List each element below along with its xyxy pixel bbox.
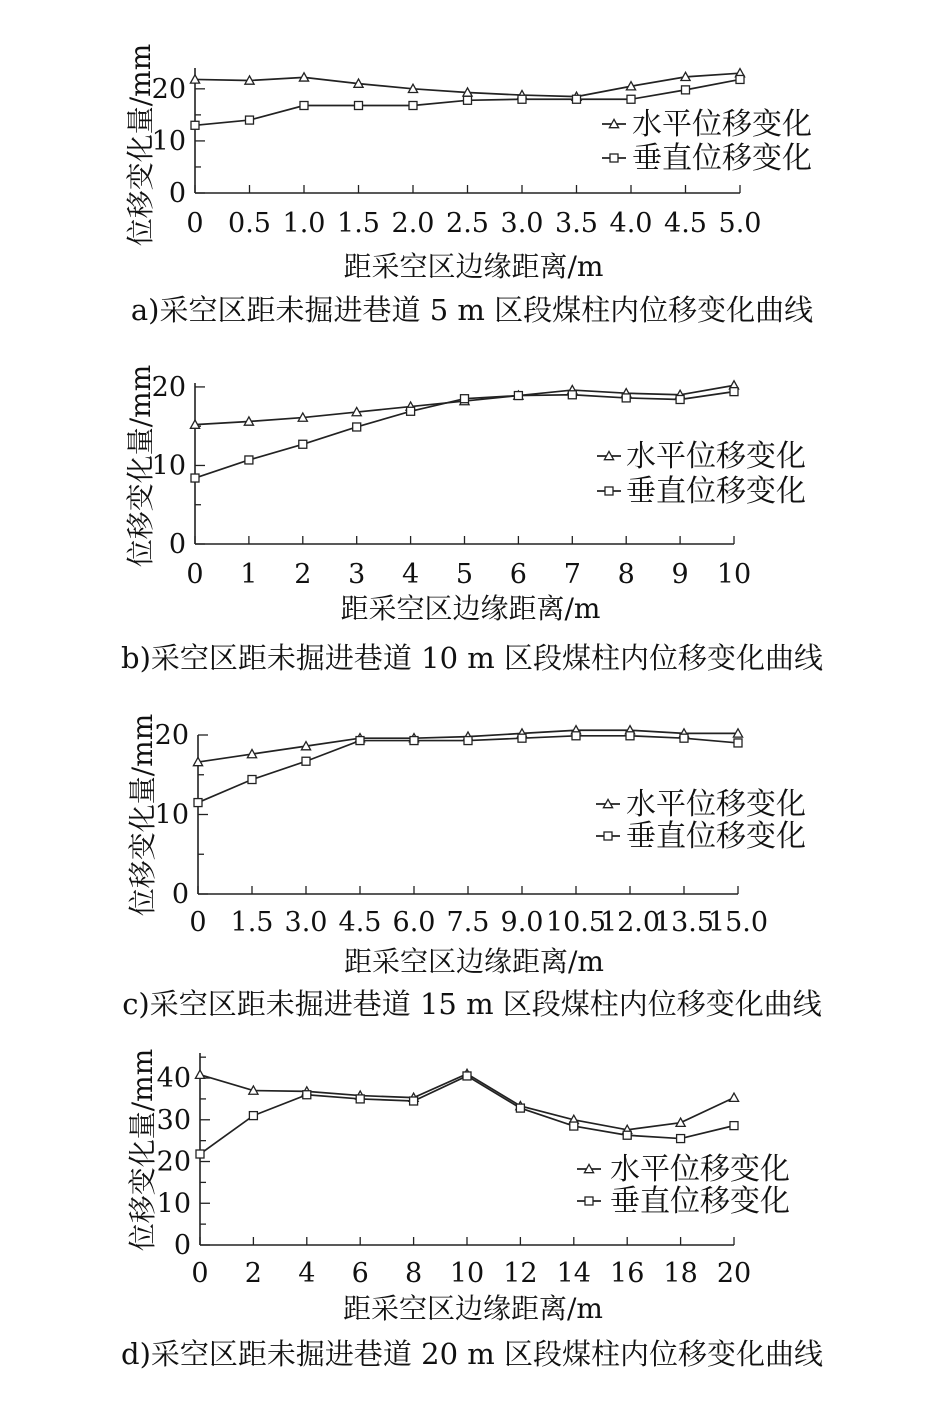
x-tick-label: 3.0 [500, 208, 544, 239]
x-tick-label: 18 [663, 1258, 698, 1289]
vertical-data-point [514, 392, 522, 400]
x-tick-label: 2 [294, 559, 312, 590]
x-tick-label: 3 [348, 559, 366, 590]
legend-label: 垂直位移变化 [610, 1184, 790, 1219]
y-tick-label: 0 [171, 879, 189, 910]
vertical-data-point [249, 1112, 257, 1120]
chart-panel-d [121, 1049, 823, 1371]
y-tick-label: 10 [151, 450, 186, 482]
vertical-data-point [572, 732, 580, 740]
vertical-data-point [622, 394, 630, 402]
x-tick-label: 2.0 [391, 208, 435, 239]
vertical-data-point [246, 116, 254, 124]
vertical-data-point [570, 1122, 578, 1130]
vertical-data-point [463, 1072, 471, 1080]
vertical-data-point [356, 737, 364, 745]
vertical-data-point [300, 102, 308, 110]
vertical-data-point [461, 395, 469, 403]
x-axis-title: 距采空区边缘距离/m [344, 945, 604, 978]
x-tick-label: 10 [716, 559, 752, 590]
legend-label: 垂直位移变化 [632, 141, 812, 176]
vertical-data-point [623, 1131, 631, 1139]
x-tick-label: 10 [449, 1258, 485, 1289]
legend-label: 水平位移变化 [632, 107, 812, 142]
vertical-data-point [299, 440, 307, 448]
vertical-data-point [409, 102, 417, 110]
y-axis-title: 位移变化量/mm [124, 43, 157, 247]
legend-marker [610, 154, 618, 162]
y-tick-label: 40 [156, 1063, 191, 1095]
x-tick-label: 5 [455, 559, 474, 590]
vertical-data-point [245, 456, 253, 464]
vertical-data-point [730, 1122, 738, 1130]
legend-marker [605, 487, 613, 495]
vertical-data-point [677, 1135, 685, 1143]
series-line-horizontal [200, 1074, 734, 1130]
x-tick-label: 4 [298, 1258, 316, 1289]
x-tick-label: 0 [189, 907, 207, 938]
vertical-data-point [626, 732, 634, 740]
x-tick-label: 4.5 [664, 208, 707, 239]
figure-caption: b)采空区距未掘进巷道 10 m 区段煤柱内位移变化曲线 [121, 641, 823, 675]
x-tick-label: 3.0 [284, 907, 328, 938]
legend-label: 水平位移变化 [626, 787, 806, 822]
x-tick-label: 6 [509, 559, 527, 590]
x-tick-label: 1 [240, 559, 258, 590]
x-tick-label: 12.0 [599, 907, 661, 938]
vertical-data-point [730, 388, 738, 396]
y-axis-title: 位移变化量/mm [126, 1048, 159, 1252]
vertical-data-point [303, 1091, 311, 1099]
x-tick-label: 7.5 [446, 907, 490, 938]
figure-caption: a)采空区距未掘进巷道 5 m 区段煤柱内位移变化曲线 [130, 293, 814, 327]
x-tick-label: 7 [563, 559, 581, 590]
vertical-data-point [410, 1097, 418, 1105]
horizontal-data-point [729, 1093, 738, 1101]
y-tick-label: 10 [151, 125, 186, 157]
x-tick-label: 8 [617, 559, 635, 590]
legend-marker [604, 832, 612, 840]
vertical-data-point [573, 95, 581, 103]
legend-label: 水平位移变化 [626, 439, 806, 474]
vertical-data-point [736, 75, 744, 83]
x-tick-label: 4.5 [338, 907, 382, 938]
x-tick-label: 0 [186, 208, 204, 239]
vertical-data-point [355, 102, 363, 110]
figure-caption: c)采空区距未掘进巷道 15 m 区段煤柱内位移变化曲线 [122, 987, 822, 1021]
x-axis-title: 距采空区边缘距离/m [343, 250, 604, 283]
chart-panel-c [122, 714, 822, 1021]
x-tick-label: 3.5 [555, 208, 598, 239]
legend-label: 垂直位移变化 [626, 819, 806, 854]
y-tick-label: 0 [173, 1230, 191, 1261]
vertical-data-point [568, 391, 576, 399]
vertical-data-point [516, 1104, 524, 1112]
x-tick-label: 2 [244, 1258, 262, 1289]
x-tick-label: 9 [671, 559, 689, 590]
y-tick-label: 20 [151, 73, 186, 105]
y-tick-label: 20 [154, 720, 189, 751]
x-tick-label: 0 [191, 1258, 209, 1289]
vertical-data-point [676, 395, 684, 403]
vertical-data-point [518, 95, 526, 103]
vertical-data-point [734, 739, 742, 747]
vertical-data-point [356, 1095, 364, 1103]
horizontal-data-point [676, 1118, 685, 1126]
vertical-data-point [196, 1150, 204, 1158]
horizontal-data-point [195, 1070, 204, 1078]
vertical-data-point [191, 121, 199, 129]
y-tick-label: 10 [156, 1188, 191, 1220]
x-tick-label: 5.0 [718, 208, 762, 239]
x-tick-label: 6.0 [392, 907, 436, 938]
legend-label: 垂直位移变化 [626, 474, 806, 509]
vertical-data-point [410, 737, 418, 745]
x-tick-label: 1.5 [230, 907, 274, 938]
vertical-data-point [191, 474, 199, 482]
legend-marker [585, 1197, 593, 1205]
vertical-data-point [464, 737, 472, 745]
x-tick-label: 1.5 [337, 208, 380, 239]
vertical-data-point [194, 799, 202, 807]
chart-panel-b [121, 365, 823, 675]
vertical-data-point [302, 757, 310, 765]
x-tick-label: 14 [556, 1258, 591, 1289]
x-tick-label: 10.5 [545, 907, 607, 938]
x-tick-label: 16 [610, 1258, 645, 1289]
x-tick-label: 1.0 [282, 208, 326, 239]
x-tick-label: 4.0 [609, 208, 653, 239]
x-tick-label: 0.5 [228, 208, 271, 239]
chart-panel-a [124, 44, 813, 327]
vertical-data-point [353, 423, 361, 431]
vertical-data-point [627, 95, 635, 103]
x-tick-label: 0 [186, 559, 204, 590]
x-tick-label: 6 [351, 1258, 369, 1289]
vertical-data-point [682, 86, 690, 94]
y-tick-label: 10 [154, 799, 189, 831]
x-axis-title: 距采空区边缘距离/m [343, 1292, 603, 1325]
y-tick-label: 20 [156, 1146, 191, 1178]
x-tick-label: 9.0 [500, 907, 544, 938]
x-tick-label: 12 [503, 1258, 538, 1289]
vertical-data-point [248, 776, 256, 784]
x-axis-title: 距采空区边缘距离/m [340, 592, 601, 625]
x-tick-label: 20 [716, 1258, 752, 1289]
y-axis-title: 位移变化量/mm [126, 713, 159, 917]
vertical-data-point [680, 734, 688, 742]
vertical-data-point [464, 96, 472, 104]
x-tick-label: 15.0 [707, 907, 769, 938]
vertical-data-point [407, 407, 415, 415]
vertical-data-point [518, 734, 526, 742]
x-tick-label: 2.5 [446, 208, 489, 239]
x-tick-label: 8 [405, 1258, 423, 1289]
series-line-vertical [200, 1076, 734, 1154]
x-tick-label: 4 [402, 559, 420, 590]
x-tick-label: 13.5 [653, 907, 715, 938]
y-tick-label: 30 [156, 1104, 191, 1136]
y-axis-title: 位移变化量/mm [124, 364, 157, 568]
y-tick-label: 0 [168, 178, 186, 209]
figure-caption: d)采空区距未掘进巷道 20 m 区段煤柱内位移变化曲线 [121, 1337, 823, 1371]
legend-label: 水平位移变化 [610, 1152, 790, 1187]
y-tick-label: 0 [168, 529, 186, 560]
y-tick-label: 20 [151, 371, 186, 403]
